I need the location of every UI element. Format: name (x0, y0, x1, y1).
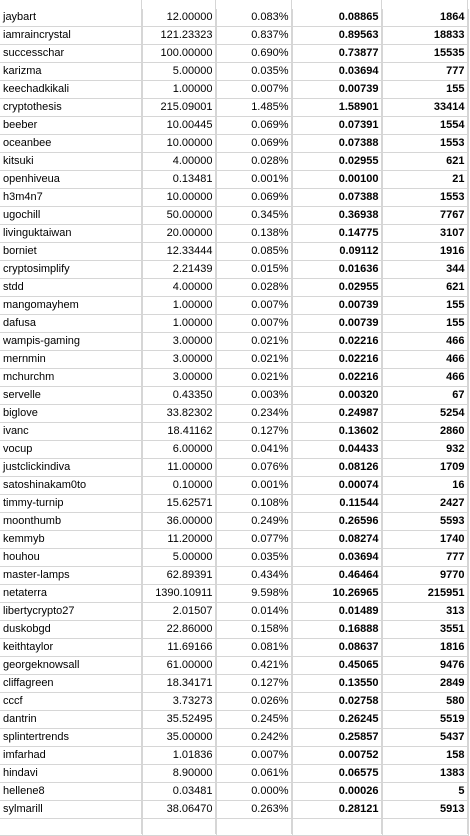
table-row (0, 765, 468, 783)
cell-value[interactable]: 0.00320 (292, 387, 382, 405)
cell-count[interactable]: 33414 (382, 99, 468, 117)
table-row (0, 675, 468, 693)
cell-value[interactable]: 0.03694 (292, 549, 382, 567)
cell-amount[interactable]: 61.00000 (142, 657, 216, 675)
cell-value[interactable]: 0.36938 (292, 207, 382, 225)
cell-value[interactable]: 0.02216 (292, 369, 382, 387)
cell-value[interactable]: 0.08274 (292, 531, 382, 549)
cell-count[interactable]: 155 (382, 81, 468, 99)
cell-count[interactable]: 466 (382, 333, 468, 351)
cell-name[interactable]: successchar (0, 45, 142, 63)
cell-name[interactable]: duskobgd (0, 621, 142, 639)
cell-percent[interactable]: 9.598% (216, 585, 292, 603)
cell-count[interactable]: 580 (382, 693, 468, 711)
cell-amount[interactable]: 10.00000 (142, 189, 216, 207)
cell-percent[interactable]: 0.069% (216, 189, 292, 207)
cell-percent[interactable]: 0.138% (216, 225, 292, 243)
cell-count[interactable]: 155 (382, 315, 468, 333)
cell-percent[interactable]: 0.127% (216, 423, 292, 441)
cell-percent[interactable]: 0.077% (216, 531, 292, 549)
cell-percent[interactable]: 0.028% (216, 153, 292, 171)
cell-count[interactable]: 9770 (382, 567, 468, 585)
cell-value[interactable]: 0.08865 (292, 9, 382, 27)
cell-name[interactable]: dafusa (0, 315, 142, 333)
cell-count[interactable]: 18833 (382, 27, 468, 45)
cell-percent[interactable]: 1.485% (216, 99, 292, 117)
cell-count[interactable]: 3107 (382, 225, 468, 243)
table-row (0, 9, 468, 27)
empty-cell[interactable] (216, 819, 292, 836)
cell-count[interactable]: 1553 (382, 135, 468, 153)
table-row (0, 297, 468, 315)
table-row (0, 639, 468, 657)
cell-value[interactable]: 0.13550 (292, 675, 382, 693)
cell-count[interactable]: 2849 (382, 675, 468, 693)
cell-value[interactable]: 0.26245 (292, 711, 382, 729)
cell-value[interactable]: 0.01489 (292, 603, 382, 621)
cell-amount[interactable]: 18.34171 (142, 675, 216, 693)
cell-amount[interactable]: 12.33444 (142, 243, 216, 261)
cell-value[interactable]: 10.26965 (292, 585, 382, 603)
cell-name[interactable]: cryptothesis (0, 99, 142, 117)
cell-value[interactable]: 0.07388 (292, 135, 382, 153)
cell-value[interactable]: 0.00739 (292, 297, 382, 315)
cell-percent[interactable]: 0.076% (216, 459, 292, 477)
cell-percent[interactable]: 0.249% (216, 513, 292, 531)
cell-percent[interactable]: 0.021% (216, 351, 292, 369)
cell-amount[interactable]: 22.86000 (142, 621, 216, 639)
cell-name[interactable]: keithtaylor (0, 639, 142, 657)
cell-count[interactable]: 777 (382, 63, 468, 81)
cell-name[interactable]: cccf (0, 693, 142, 711)
cell-amount[interactable]: 100.00000 (142, 45, 216, 63)
table-row (0, 711, 468, 729)
cell-count[interactable]: 1916 (382, 243, 468, 261)
cell-percent[interactable]: 0.007% (216, 315, 292, 333)
cell-value[interactable]: 0.02216 (292, 351, 382, 369)
cell-count[interactable]: 1554 (382, 117, 468, 135)
cell-value[interactable]: 0.24987 (292, 405, 382, 423)
cell-count[interactable]: 1709 (382, 459, 468, 477)
table-row (0, 801, 468, 819)
table-row (0, 549, 468, 567)
cell-value[interactable]: 0.00100 (292, 171, 382, 189)
cell-name[interactable]: moonthumb (0, 513, 142, 531)
cell-name[interactable]: jaybart (0, 9, 142, 27)
cell-name[interactable]: keechadkikali (0, 81, 142, 99)
cell-count[interactable]: 466 (382, 351, 468, 369)
cell-name[interactable]: houhou (0, 549, 142, 567)
cell-count[interactable]: 777 (382, 549, 468, 567)
cell-amount[interactable]: 1.00000 (142, 315, 216, 333)
cell-amount[interactable]: 50.00000 (142, 207, 216, 225)
data-table (0, 9, 469, 836)
table-row (0, 657, 468, 675)
cell-amount[interactable]: 3.00000 (142, 333, 216, 351)
cell-amount[interactable]: 18.41162 (142, 423, 216, 441)
cell-value[interactable]: 0.02758 (292, 693, 382, 711)
cell-name[interactable]: timmy-turnip (0, 495, 142, 513)
cell-percent[interactable]: 0.001% (216, 171, 292, 189)
table-row (0, 81, 468, 99)
table-row (0, 459, 468, 477)
cell-value[interactable]: 0.07388 (292, 189, 382, 207)
cell-amount[interactable]: 10.00000 (142, 135, 216, 153)
cell-count[interactable]: 16 (382, 477, 468, 495)
cell-amount[interactable]: 0.43350 (142, 387, 216, 405)
cell-name[interactable]: mchurchm (0, 369, 142, 387)
cell-percent[interactable]: 0.242% (216, 729, 292, 747)
cell-name[interactable]: ugochill (0, 207, 142, 225)
table-row (0, 405, 468, 423)
cell-count[interactable]: 15535 (382, 45, 468, 63)
cell-amount[interactable]: 36.00000 (142, 513, 216, 531)
cell-amount[interactable]: 3.73273 (142, 693, 216, 711)
cell-percent[interactable]: 0.069% (216, 135, 292, 153)
cell-name[interactable]: sylmarill (0, 801, 142, 819)
cell-amount[interactable]: 5.00000 (142, 63, 216, 81)
cell-percent[interactable]: 0.345% (216, 207, 292, 225)
cell-amount[interactable]: 0.03481 (142, 783, 216, 801)
table-row (0, 603, 468, 621)
cell-count[interactable]: 67 (382, 387, 468, 405)
empty-cell[interactable] (382, 819, 468, 836)
cell-value[interactable]: 0.06575 (292, 765, 382, 783)
cell-name[interactable]: master-lamps (0, 567, 142, 585)
table-row (0, 567, 468, 585)
table-row (0, 225, 468, 243)
cell-value[interactable]: 0.01636 (292, 261, 382, 279)
cell-amount[interactable]: 38.06470 (142, 801, 216, 819)
cell-count[interactable]: 5 (382, 783, 468, 801)
cell-count[interactable]: 3551 (382, 621, 468, 639)
table-row (0, 243, 468, 261)
cell-amount[interactable]: 4.00000 (142, 153, 216, 171)
cell-percent[interactable]: 0.021% (216, 369, 292, 387)
cell-name[interactable]: beeber (0, 117, 142, 135)
cell-value[interactable]: 0.16888 (292, 621, 382, 639)
table-row (0, 45, 468, 63)
cell-value[interactable]: 0.02955 (292, 153, 382, 171)
cell-count[interactable]: 158 (382, 747, 468, 765)
cell-percent[interactable]: 0.061% (216, 765, 292, 783)
cell-percent[interactable]: 0.026% (216, 693, 292, 711)
cell-amount[interactable]: 20.00000 (142, 225, 216, 243)
cell-percent[interactable]: 0.007% (216, 747, 292, 765)
cell-percent[interactable]: 0.069% (216, 117, 292, 135)
table-row (0, 207, 468, 225)
cell-value[interactable]: 0.02216 (292, 333, 382, 351)
cell-amount[interactable]: 11.20000 (142, 531, 216, 549)
table-row (0, 423, 468, 441)
cell-count[interactable]: 621 (382, 153, 468, 171)
table-row (0, 189, 468, 207)
cell-percent[interactable]: 0.083% (216, 9, 292, 27)
cell-amount[interactable]: 121.23323 (142, 27, 216, 45)
cell-value[interactable]: 0.00074 (292, 477, 382, 495)
cell-value[interactable]: 0.09112 (292, 243, 382, 261)
cell-amount[interactable]: 35.00000 (142, 729, 216, 747)
cell-percent[interactable]: 0.234% (216, 405, 292, 423)
cell-value[interactable]: 0.25857 (292, 729, 382, 747)
cell-value[interactable]: 0.89563 (292, 27, 382, 45)
cell-value[interactable]: 0.00739 (292, 81, 382, 99)
cell-count[interactable]: 5254 (382, 405, 468, 423)
cell-count[interactable]: 21 (382, 171, 468, 189)
cell-percent[interactable]: 0.014% (216, 603, 292, 621)
table-row (0, 63, 468, 81)
table-row (0, 333, 468, 351)
table-row (0, 783, 468, 801)
cell-name[interactable]: cryptosimplify (0, 261, 142, 279)
cell-percent[interactable]: 0.081% (216, 639, 292, 657)
cell-value[interactable]: 0.14775 (292, 225, 382, 243)
cell-amount[interactable]: 6.00000 (142, 441, 216, 459)
cell-percent[interactable]: 0.837% (216, 27, 292, 45)
cell-count[interactable]: 344 (382, 261, 468, 279)
cell-amount[interactable]: 0.10000 (142, 477, 216, 495)
cell-percent[interactable]: 0.021% (216, 333, 292, 351)
cell-name[interactable]: justclickindiva (0, 459, 142, 477)
cell-count[interactable]: 313 (382, 603, 468, 621)
cell-amount[interactable]: 3.00000 (142, 351, 216, 369)
cell-amount[interactable]: 0.13481 (142, 171, 216, 189)
cell-percent[interactable]: 0.001% (216, 477, 292, 495)
cell-name[interactable]: biglove (0, 405, 142, 423)
cell-name[interactable]: servelle (0, 387, 142, 405)
table-row (0, 369, 468, 387)
cell-amount[interactable]: 35.52495 (142, 711, 216, 729)
cell-count[interactable]: 215951 (382, 585, 468, 603)
cell-name[interactable]: hellene8 (0, 783, 142, 801)
cell-count[interactable]: 1740 (382, 531, 468, 549)
cell-amount[interactable]: 2.21439 (142, 261, 216, 279)
cell-percent[interactable]: 0.007% (216, 81, 292, 99)
cell-name[interactable]: borniet (0, 243, 142, 261)
cell-amount[interactable]: 11.69166 (142, 639, 216, 657)
cell-percent[interactable]: 0.035% (216, 63, 292, 81)
table-row (0, 99, 468, 117)
cell-name[interactable]: splintertrends (0, 729, 142, 747)
cell-amount[interactable]: 62.89391 (142, 567, 216, 585)
cell-percent[interactable]: 0.421% (216, 657, 292, 675)
cell-name[interactable]: openhiveua (0, 171, 142, 189)
cell-value[interactable]: 0.73877 (292, 45, 382, 63)
cell-count[interactable]: 9476 (382, 657, 468, 675)
cell-amount[interactable]: 1.01836 (142, 747, 216, 765)
cell-name[interactable]: libertycrypto27 (0, 603, 142, 621)
cell-name[interactable]: ivanc (0, 423, 142, 441)
cell-value[interactable]: 0.07391 (292, 117, 382, 135)
cell-name[interactable]: dantrin (0, 711, 142, 729)
cell-amount[interactable]: 12.00000 (142, 9, 216, 27)
table-row (0, 729, 468, 747)
cell-amount[interactable]: 8.90000 (142, 765, 216, 783)
table-row (0, 27, 468, 45)
cell-value[interactable]: 0.00739 (292, 315, 382, 333)
cell-percent[interactable]: 0.000% (216, 783, 292, 801)
cell-amount[interactable]: 15.62571 (142, 495, 216, 513)
cell-name[interactable]: satoshinakam0to (0, 477, 142, 495)
cell-amount[interactable]: 215.09001 (142, 99, 216, 117)
table-row (0, 495, 468, 513)
cell-name[interactable]: stdd (0, 279, 142, 297)
cell-amount[interactable]: 4.00000 (142, 279, 216, 297)
table-row (0, 747, 468, 765)
cell-count[interactable]: 2427 (382, 495, 468, 513)
cell-amount[interactable]: 1.00000 (142, 81, 216, 99)
cell-percent[interactable]: 0.003% (216, 387, 292, 405)
cell-count[interactable]: 5519 (382, 711, 468, 729)
table-row (0, 513, 468, 531)
empty-cell[interactable] (0, 819, 142, 836)
cell-value[interactable]: 0.02955 (292, 279, 382, 297)
cell-percent[interactable]: 0.035% (216, 549, 292, 567)
cell-name[interactable]: h3m4n7 (0, 189, 142, 207)
table-row (0, 261, 468, 279)
cell-percent[interactable]: 0.245% (216, 711, 292, 729)
cell-value[interactable]: 0.03694 (292, 63, 382, 81)
cell-percent[interactable]: 0.015% (216, 261, 292, 279)
cell-amount[interactable]: 1.00000 (142, 297, 216, 315)
cell-count[interactable]: 155 (382, 297, 468, 315)
cell-count[interactable]: 621 (382, 279, 468, 297)
cell-percent[interactable]: 0.127% (216, 675, 292, 693)
cell-name[interactable]: georgeknowsall (0, 657, 142, 675)
cell-count[interactable]: 5913 (382, 801, 468, 819)
cell-count[interactable]: 5593 (382, 513, 468, 531)
cell-percent[interactable]: 0.108% (216, 495, 292, 513)
cell-count[interactable]: 1816 (382, 639, 468, 657)
cell-value[interactable]: 0.08126 (292, 459, 382, 477)
cell-value[interactable]: 0.00026 (292, 783, 382, 801)
cell-amount[interactable]: 11.00000 (142, 459, 216, 477)
cell-name[interactable]: netaterra (0, 585, 142, 603)
cell-value[interactable]: 0.11544 (292, 495, 382, 513)
cell-count[interactable]: 7767 (382, 207, 468, 225)
cell-percent[interactable]: 0.028% (216, 279, 292, 297)
cell-amount[interactable]: 1390.10911 (142, 585, 216, 603)
cell-name[interactable]: livinguktaiwan (0, 225, 142, 243)
cell-value[interactable]: 0.13602 (292, 423, 382, 441)
cell-name[interactable]: cliffagreen (0, 675, 142, 693)
table-row (0, 315, 468, 333)
cell-count[interactable]: 1553 (382, 189, 468, 207)
table-row (0, 153, 468, 171)
cell-value[interactable]: 0.45065 (292, 657, 382, 675)
cell-name[interactable]: kitsuki (0, 153, 142, 171)
table-row (0, 351, 468, 369)
cell-percent[interactable]: 0.007% (216, 297, 292, 315)
table-row (0, 387, 468, 405)
table-row (0, 441, 468, 459)
cell-amount[interactable]: 2.01507 (142, 603, 216, 621)
cell-count[interactable]: 5437 (382, 729, 468, 747)
cell-value[interactable]: 1.58901 (292, 99, 382, 117)
table-row (0, 171, 468, 189)
table-row (0, 135, 468, 153)
cell-percent[interactable]: 0.158% (216, 621, 292, 639)
cell-value[interactable]: 0.00752 (292, 747, 382, 765)
cell-value[interactable]: 0.08637 (292, 639, 382, 657)
cell-name[interactable]: karizma (0, 63, 142, 81)
cell-count[interactable]: 932 (382, 441, 468, 459)
empty-row (0, 819, 468, 836)
cell-name[interactable]: imfarhad (0, 747, 142, 765)
cell-amount[interactable]: 10.00445 (142, 117, 216, 135)
table-body (0, 9, 468, 836)
table-row (0, 693, 468, 711)
table-row (0, 531, 468, 549)
empty-cell[interactable] (292, 819, 382, 836)
table-row (0, 585, 468, 603)
table-row (0, 477, 468, 495)
cell-percent[interactable]: 0.263% (216, 801, 292, 819)
empty-cell[interactable] (142, 819, 216, 836)
cell-name[interactable]: hindavi (0, 765, 142, 783)
cell-percent[interactable]: 0.690% (216, 45, 292, 63)
cell-name[interactable]: vocup (0, 441, 142, 459)
cell-amount[interactable]: 3.00000 (142, 369, 216, 387)
cell-count[interactable]: 2860 (382, 423, 468, 441)
cell-percent[interactable]: 0.085% (216, 243, 292, 261)
cell-name[interactable]: wampis-gaming (0, 333, 142, 351)
cell-name[interactable]: iamraincrystal (0, 27, 142, 45)
cell-name[interactable]: oceanbee (0, 135, 142, 153)
cell-name[interactable]: mangomayhem (0, 297, 142, 315)
table-row (0, 117, 468, 135)
cell-count[interactable]: 1383 (382, 765, 468, 783)
cell-percent[interactable]: 0.434% (216, 567, 292, 585)
cell-count[interactable]: 466 (382, 369, 468, 387)
cell-percent[interactable]: 0.041% (216, 441, 292, 459)
cell-value[interactable]: 0.26596 (292, 513, 382, 531)
cell-value[interactable]: 0.28121 (292, 801, 382, 819)
cell-name[interactable]: mernmin (0, 351, 142, 369)
cell-name[interactable]: kemmyb (0, 531, 142, 549)
cell-count[interactable]: 1864 (382, 9, 468, 27)
table-row (0, 279, 468, 297)
cell-amount[interactable]: 5.00000 (142, 549, 216, 567)
cell-value[interactable]: 0.04433 (292, 441, 382, 459)
table-row (0, 621, 468, 639)
cell-amount[interactable]: 33.82302 (142, 405, 216, 423)
cell-value[interactable]: 0.46464 (292, 567, 382, 585)
